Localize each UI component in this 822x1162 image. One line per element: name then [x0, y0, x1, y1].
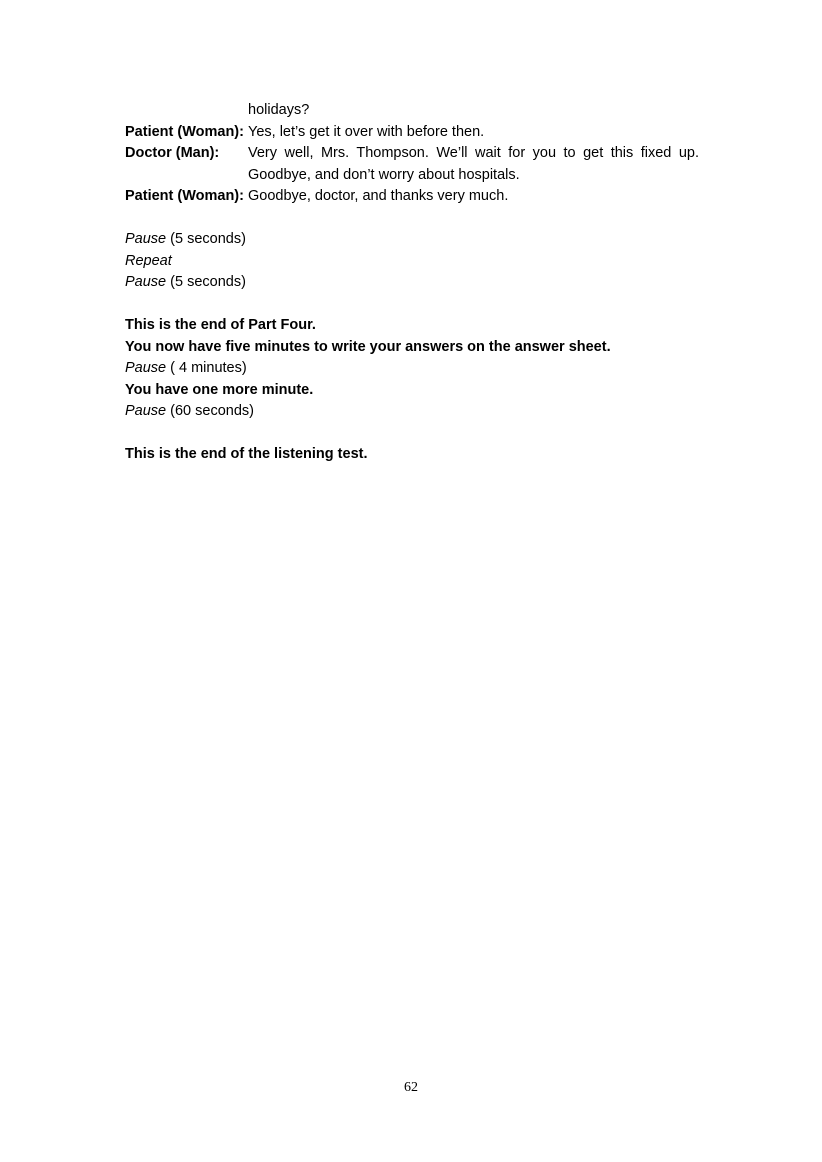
- dialogue-line-continuation: [125, 100, 699, 122]
- spacer: [125, 294, 699, 316]
- pause-instruction: [125, 272, 699, 294]
- pause-instruction: [125, 358, 699, 380]
- speaker-label: Patient (Woman):: [125, 188, 244, 204]
- speech-text: holidays?: [248, 102, 310, 118]
- page-number: 62: [404, 1080, 418, 1095]
- spacer: [125, 423, 699, 445]
- speech-text: Goodbye, and don’t worry about hospitals.: [248, 166, 520, 183]
- pause-duration: (60 seconds): [166, 403, 254, 419]
- pause-instruction: [125, 229, 699, 251]
- repeat-instruction: Repeat: [125, 252, 172, 269]
- pause-word: Pause: [125, 403, 167, 419]
- pause-duration: (5 seconds): [166, 274, 246, 290]
- speech-text: Yes, let’s get it over with before then.: [248, 123, 485, 140]
- pause-duration: (5 seconds): [166, 231, 246, 247]
- speech-text: Very well, Mrs. Thompson. We’ll wait for you to get this fixed up.: [248, 145, 699, 161]
- dialogue-line-doctor: [125, 143, 699, 165]
- speaker-label: Doctor (Man):: [125, 145, 220, 161]
- speech-text: Goodbye, doctor, and thanks very much.: [248, 188, 509, 204]
- pause-word: Pause: [125, 231, 167, 247]
- one-more-minute-notice: You have one more minute.: [125, 381, 314, 398]
- dialogue-line-patient: [125, 186, 699, 208]
- answer-sheet-instruction: You now have five minutes to write your answers on the answer sheet.: [125, 338, 611, 355]
- speaker-label: Patient (Woman):: [125, 123, 244, 140]
- end-of-part-notice: This is the end of Part Four.: [125, 317, 316, 333]
- dialogue-line-continuation: [125, 165, 699, 187]
- pause-instruction: [125, 401, 699, 423]
- pause-word: Pause: [125, 274, 167, 290]
- pause-duration: ( 4 minutes): [166, 360, 247, 376]
- spacer: [125, 208, 699, 230]
- end-of-test-notice: This is the end of the listening test.: [125, 446, 368, 462]
- document-page: [125, 100, 699, 466]
- dialogue-line-patient: [125, 122, 699, 144]
- pause-word: Pause: [125, 360, 167, 376]
